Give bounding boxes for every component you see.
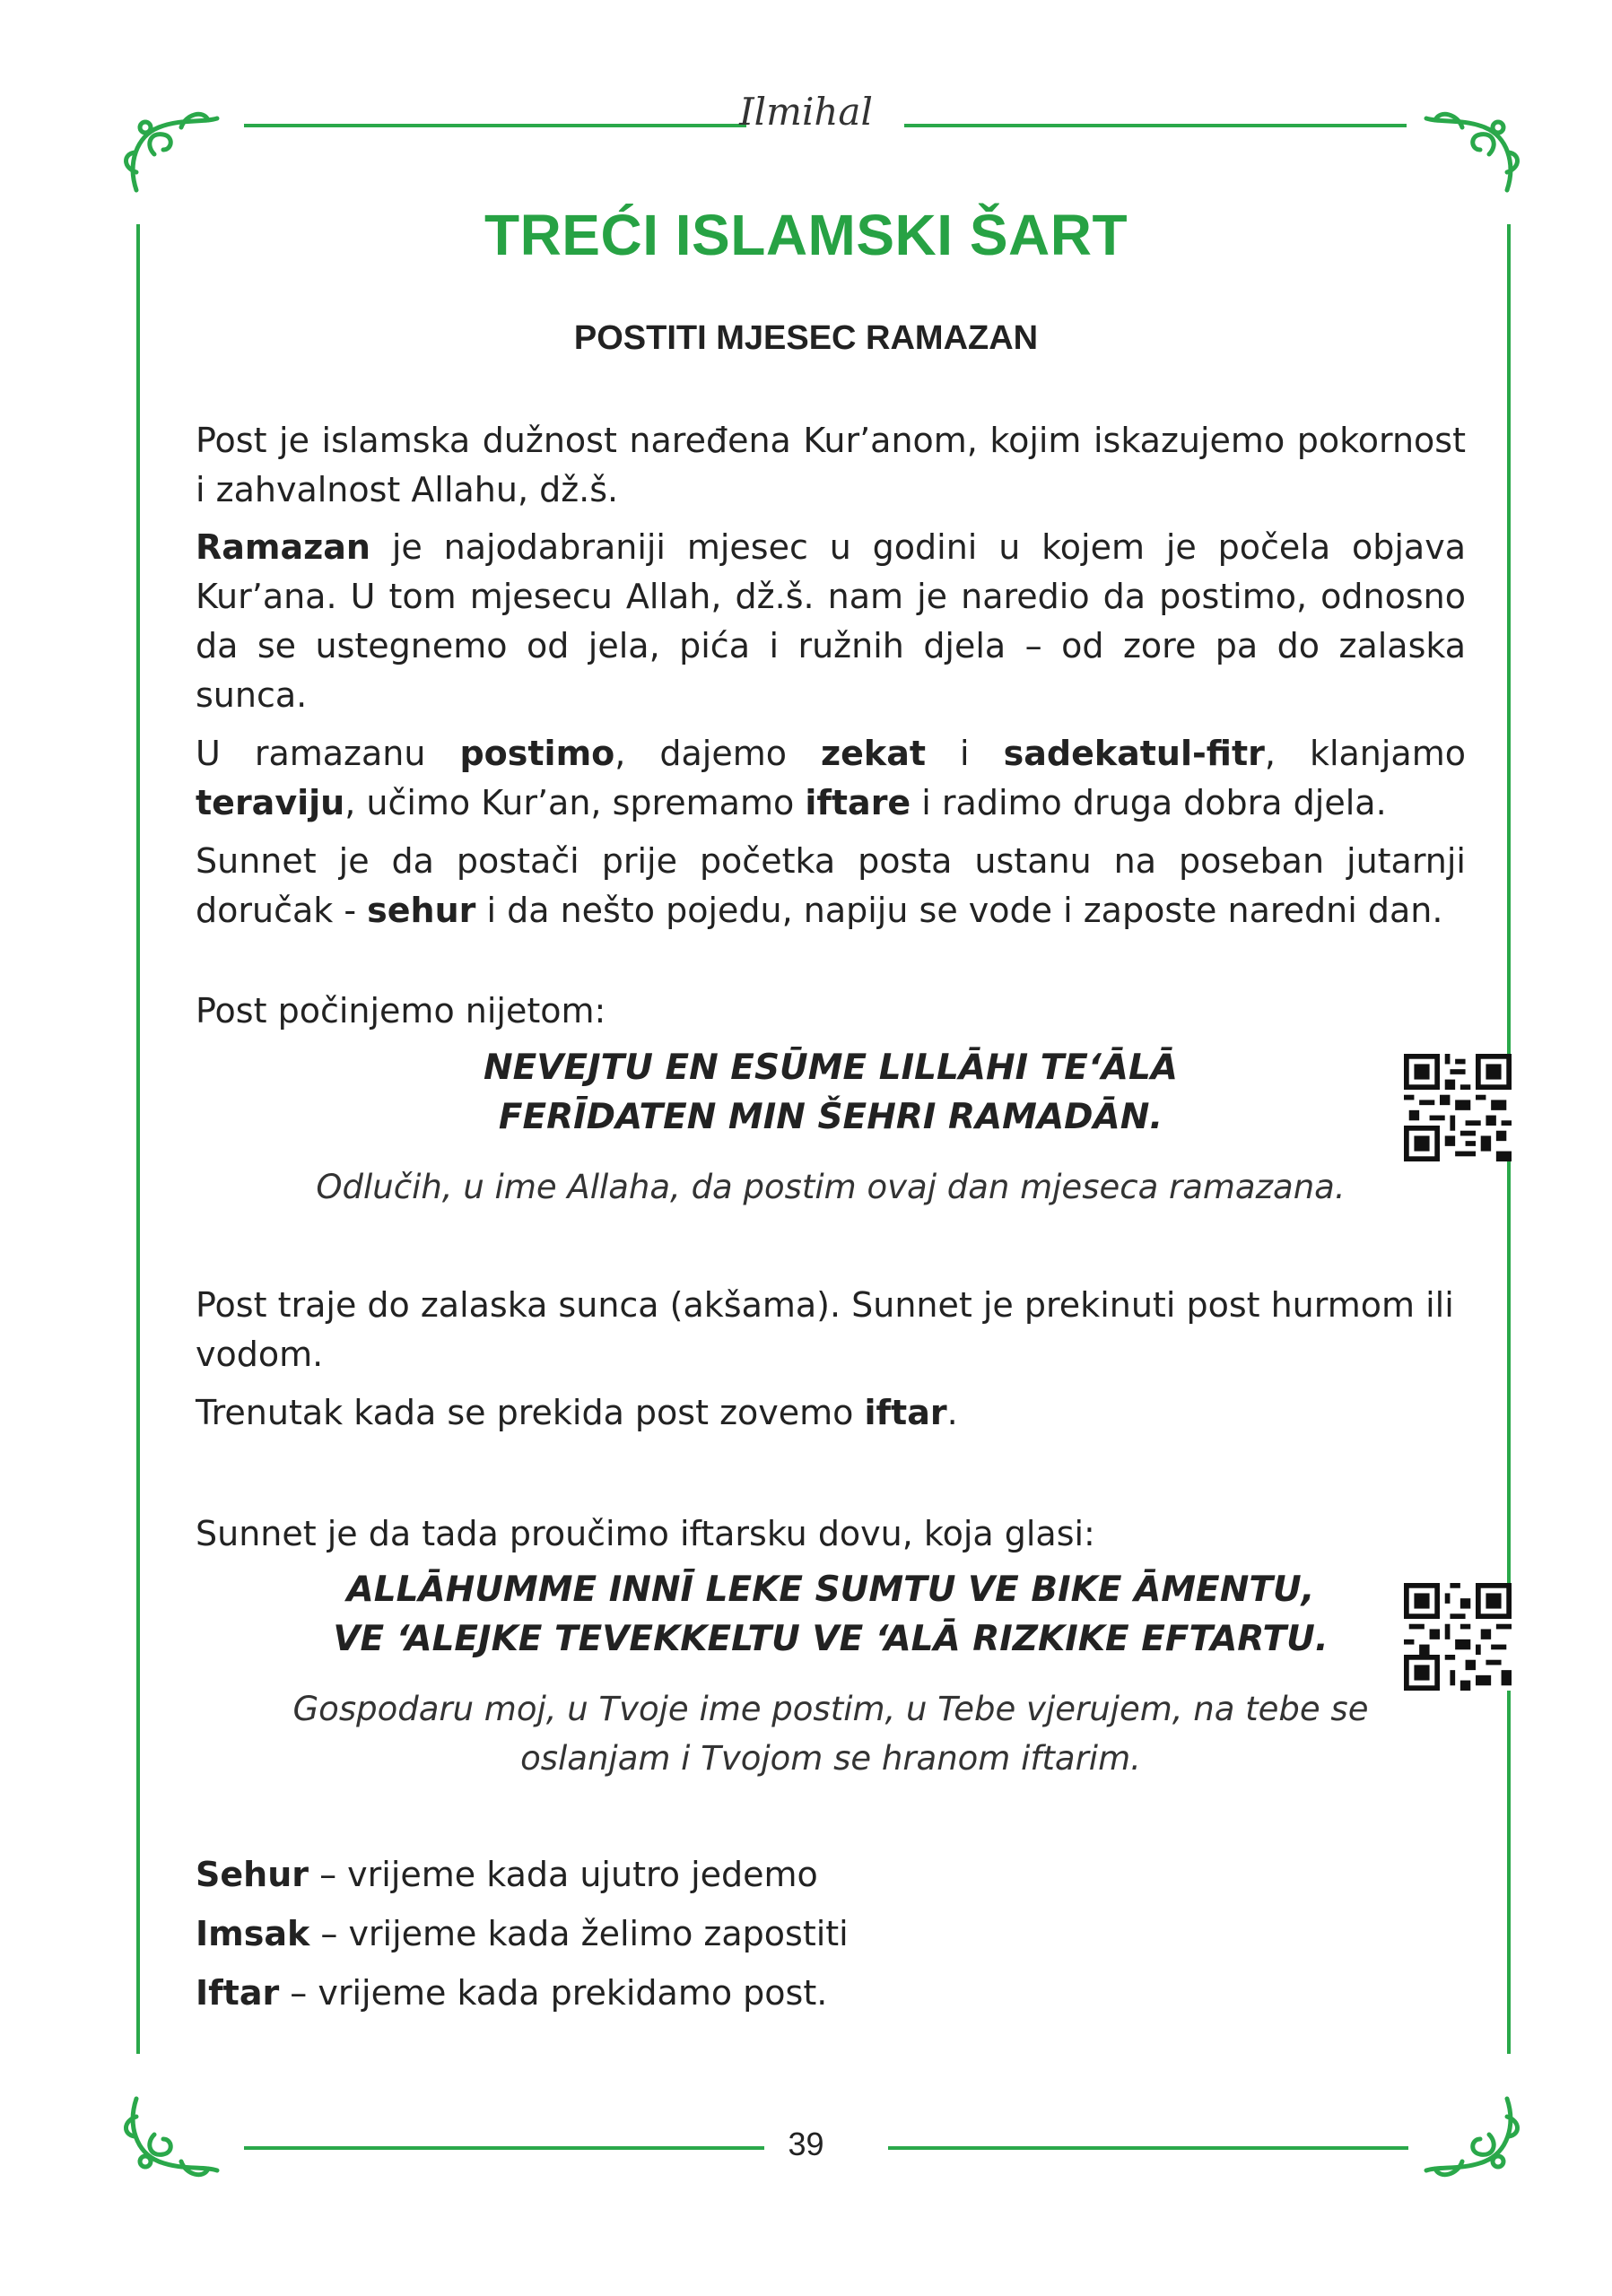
paragraph-3-text-3: i [926, 734, 1004, 773]
qr-code-nijet-icon[interactable] [1404, 1054, 1512, 1161]
paragraph-2-text: je najodabraniji mjesec u godini u kojem je počela objava Kur’ana. U tom mjesecu Allah, dž.š. nam je naredio da postimo, odnosno da se ustegnemo od jela, pića i ružnih djela – od zore pa do zalaska sunca. [196, 527, 1466, 715]
paragraph-3-text-1: U ramazanu [196, 734, 460, 773]
nijet-arabic-line-2: FERĪDATEN MIN ŠEHRI RAMADĀN. [498, 1097, 1163, 1137]
paragraph-2 [196, 523, 1466, 720]
paragraph-4 [196, 837, 1466, 935]
page-subtitle: POSTITI MJESEC RAMAZAN [573, 319, 1039, 357]
frame-left-line [136, 224, 140, 2054]
paragraph-6-text-1: Trenutak kada se prekida post zovemo [196, 1393, 865, 1432]
definition-iftar [196, 1969, 1466, 2018]
paragraph-1-text: Post je islamska dužnost naređena Kur’anom, kojim iskazujemo pokornost i zahvalnost Allahu, dž.š. [196, 421, 1466, 509]
paragraph-6 [196, 1388, 1466, 1438]
definition-sehur [196, 1850, 1466, 1900]
dova-arabic-line-1: ALLĀHUMME INNĪ LEKE SUMTU VE BIKE ĀMENTU, [346, 1570, 1315, 1610]
definition-imsak [196, 1909, 1466, 1959]
term-iftar: iftar [864, 1393, 947, 1432]
paragraph-1 [196, 416, 1466, 515]
dova-arabic-line-2: VE ‘ALEJKE TEVEKKELTU VE ‘ALĀ RIZKIKE EFTARTU. [333, 1619, 1329, 1659]
running-header: Ilmihal [739, 90, 873, 134]
definition-term: Sehur [196, 1855, 309, 1894]
paragraph-3-text-2: , dajemo [614, 734, 822, 773]
term-teraviju: teraviju [196, 783, 345, 822]
paragraph-4-text-2: i da nešto pojedu, napiju se vode i zaposte naredni dan. [475, 891, 1443, 930]
nijet-intro: Post počinjemo nijetom: [196, 991, 606, 1031]
paragraph-3-text-5: , učimo Kur’an, spremamo [344, 783, 806, 822]
nijet-arabic-line-1: NEVEJTU EN ESŪME LILLĀHI TE‘ĀLĀ [483, 1048, 1178, 1088]
term-ramazan: Ramazan [196, 527, 370, 567]
paragraph-3-text-6: i radimo druga dobra djela. [911, 783, 1387, 822]
paragraph-3-text-4: , klanjamo [1264, 734, 1466, 773]
definition-term: Imsak [196, 1914, 310, 1953]
term-zekat: zekat [821, 734, 926, 773]
definition-desc: – vrijeme kada prekidamo post. [279, 1973, 828, 2013]
dova-intro: Sunnet je da tada proučimo iftarsku dovu, koja glasi: [196, 1514, 1095, 1553]
paragraph-6-text-2: . [946, 1393, 958, 1432]
definition-desc: – vrijeme kada ujutro jedemo [309, 1855, 818, 1894]
paragraph-3 [196, 729, 1466, 828]
term-iftare: iftare [805, 783, 911, 822]
paragraph-4-text-1: Sunnet je da postači prije početka posta ustanu na poseban jutarnji doručak - [196, 841, 1466, 930]
page-number: 39 [788, 2126, 824, 2162]
term-sehur: sehur [367, 891, 476, 930]
page-title: TREĆI ISLAMSKI ŠART [484, 203, 1128, 267]
nijet-translation: Odlučih, u ime Allaha, da postim ovaj dan mjeseca ramazana. [316, 1168, 1346, 1206]
definition-term: Iftar [196, 1973, 280, 2013]
paragraph-5: Post traje do zalaska sunca (akšama). Sunnet je prekinuti post hurmom ili vodom. [196, 1285, 1454, 1374]
qr-code-dova-icon[interactable] [1404, 1583, 1512, 1691]
definition-desc: – vrijeme kada želimo zapostiti [309, 1914, 849, 1953]
dova-translation-line-1: Gospodaru moj, u Tvoje ime postim, u Tebe vjerujem, na tebe se [292, 1690, 1369, 1728]
term-postimo: postimo [459, 734, 615, 773]
term-sadekatul-fitr: sadekatul-fitr [1003, 734, 1265, 773]
dova-translation-line-2: oslanjam i Tvojom se hranom iftarim. [520, 1739, 1141, 1778]
